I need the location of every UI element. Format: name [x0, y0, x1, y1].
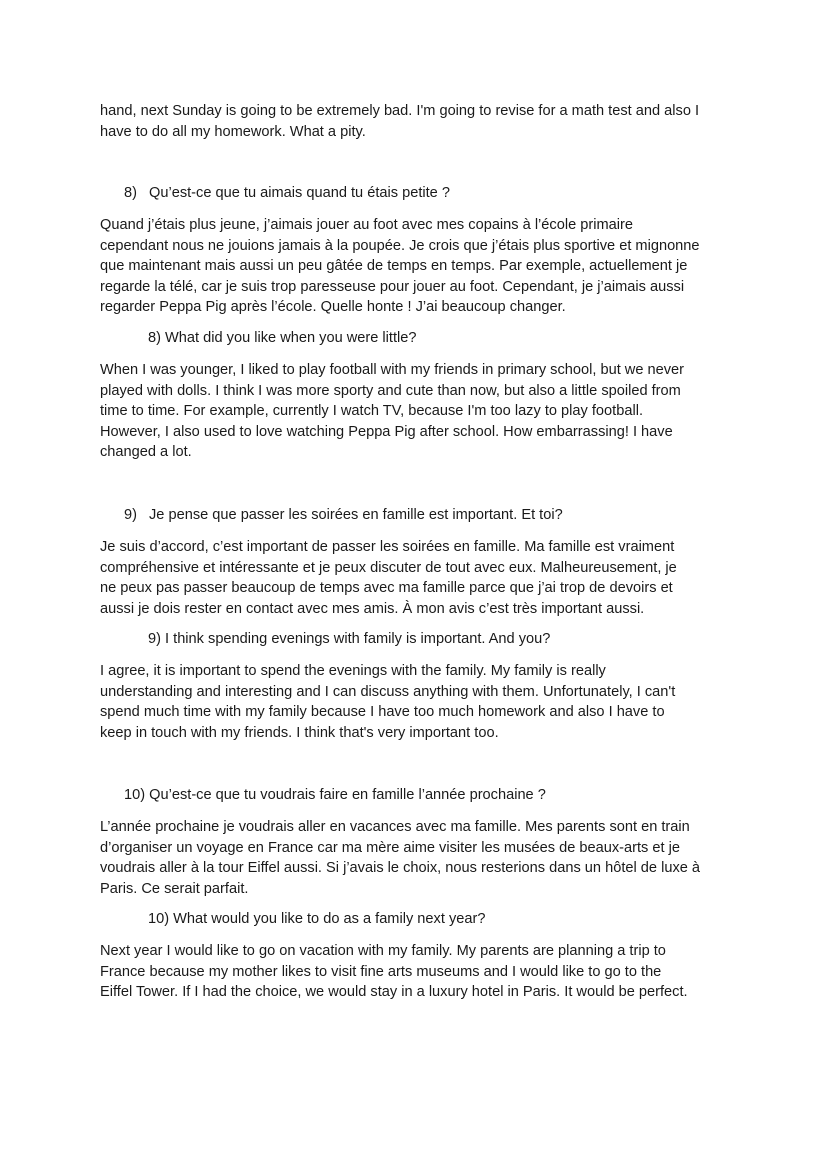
- text-line: changed a lot.: [100, 444, 192, 460]
- question-8-english: 8) What did you like when you were little?: [148, 330, 417, 346]
- question-10-english: 10) What would you like to do as a family next year?: [148, 911, 486, 927]
- question-9-english: 9) I think spending evenings with family is important. And you?: [148, 631, 551, 647]
- text-line: Je suis d’accord, c’est important de passer les soirées en famille. Ma famille est vraiment: [100, 539, 675, 555]
- text-line: spend much time with my family because I have too much homework and also I have to: [100, 704, 665, 720]
- text-line: regarder Peppa Pig après l’école. Quelle honte ! J’ai beaucoup changer.: [100, 299, 566, 315]
- text-line: compréhensive et intéressante et je peux discuter de tout avec eux. Malheureusement, je: [100, 559, 677, 576]
- question-number: 9): [124, 507, 137, 523]
- question-number: 8): [124, 185, 137, 201]
- text-line: cependant nous ne jouions jamais à la poupée. Je crois que j’étais plus sportive et mignonne: [100, 237, 700, 254]
- question-10-french: 10) Qu’est-ce que tu voudrais faire en famille l’année prochaine ?: [124, 787, 546, 803]
- answer-8-english: [100, 360, 740, 463]
- answer-9-english: [100, 661, 740, 743]
- answer-10-french: [100, 817, 740, 899]
- text-line: France because my mother likes to visit fine arts museums and I would like to go to the: [100, 963, 662, 980]
- answer-8-french: [100, 215, 740, 318]
- text-line: However, I also used to love watching Peppa Pig after school. How embarrassing! I have: [100, 423, 673, 440]
- text-line: L’année prochaine je voudrais aller en vacances avec ma famille. Mes parents sont en train: [100, 819, 690, 835]
- text-line: keep in touch with my friends. I think that's very important too.: [100, 724, 499, 741]
- text-line: aussi je dois rester en contact avec mes amis. À mon avis c’est très important aussi.: [100, 600, 645, 617]
- text-line: understanding and interesting and I can discuss anything with them. Unfortunately, I can't: [100, 683, 676, 700]
- question-text: Qu’est-ce que tu aimais quand tu étais petite ?: [149, 185, 450, 201]
- text-line: d’organiser un voyage en France car ma mère aime visiter les musées de beaux-arts et je: [100, 839, 680, 856]
- answer-10-english: [100, 941, 740, 1003]
- text-line: que maintenant mais aussi un peu gâtée de temps en temps. Par exemple, actuellement je: [100, 258, 688, 274]
- text-line: ne peux pas passer beaucoup de temps avec ma famille parce que j’ai trop de devoirs et: [100, 580, 673, 596]
- text-line: time to time. For example, currently I watch TV, because I'm too lazy to play football.: [100, 403, 643, 419]
- question-text: Je pense que passer les soirées en famille est important. Et toi?: [149, 507, 563, 523]
- text-line: regarde la télé, car je suis trop paresseuse pour jouer au foot. Cependant, je j’aimais aussi: [100, 278, 685, 295]
- text-line: Quand j’étais plus jeune, j’aimais jouer au foot avec mes copains à l’école primaire: [100, 217, 633, 233]
- text-line: played with dolls. I think I was more sporty and cute than now, but also a little spoiled from: [100, 382, 681, 399]
- answer-9-french: [100, 537, 740, 619]
- text-line: hand, next Sunday is going to be extremely bad. I'm going to revise for a math test and also I: [100, 103, 700, 119]
- intro-paragraph: [100, 101, 740, 142]
- text-line: Next year I would like to go on vacation with my family. My parents are planning a trip to: [100, 943, 666, 959]
- question-9-french: [124, 505, 563, 526]
- text-line: voudrais aller à la tour Eiffel aussi. Si j’avais le choix, nous resterions dans un hôtel de luxe à: [100, 860, 701, 876]
- text-line: When I was younger, I liked to play football with my friends in primary school, but we never: [100, 362, 685, 378]
- question-8-french: [124, 183, 450, 204]
- text-line: have to do all my homework. What a pity.: [100, 123, 366, 140]
- text-line: I agree, it is important to spend the evenings with the family. My family is really: [100, 663, 606, 679]
- text-line: Paris. Ce serait parfait.: [100, 880, 249, 897]
- text-line: Eiffel Tower. If I had the choice, we would stay in a luxury hotel in Paris. It would be perfect.: [100, 984, 688, 1000]
